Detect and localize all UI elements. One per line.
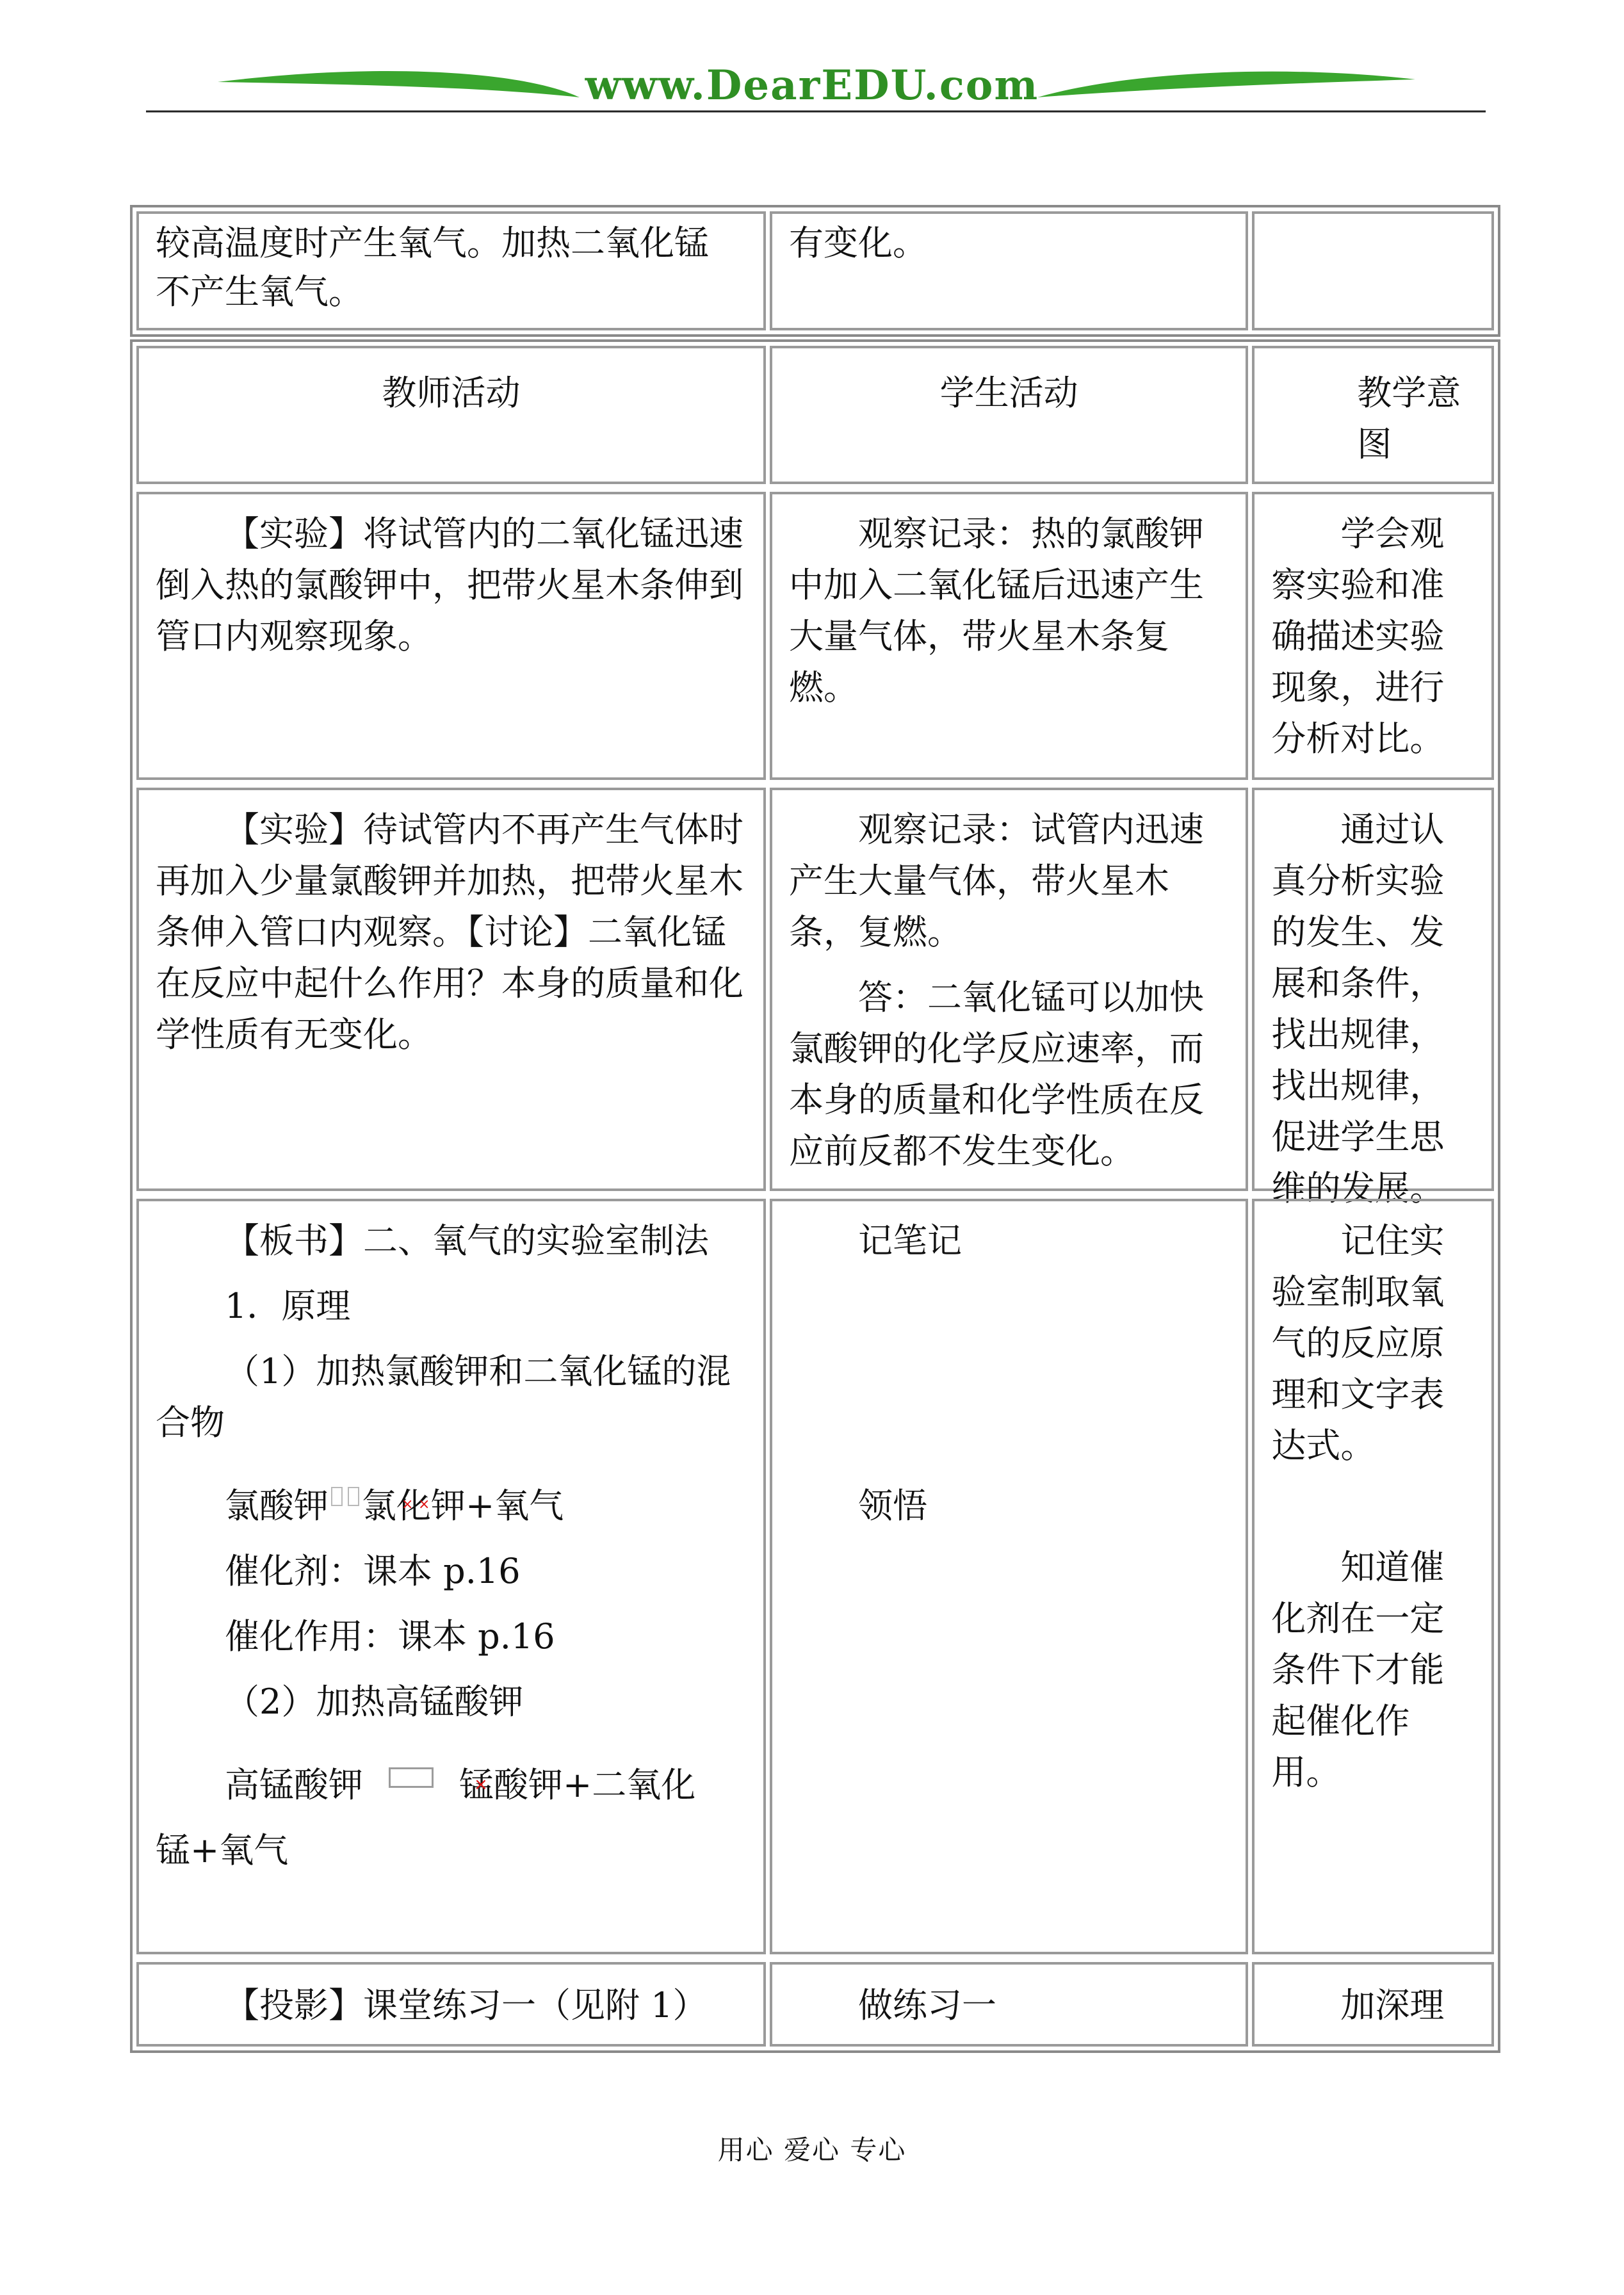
row2-teacher-text: 【实验】待试管内不再产生气体时再加入少量氯酸钾并加热，把带火星木条伸入管口内观察。【讨论】二氧化锰在反应中起什么作用？本身的质量和化学性质有无变化。: [156, 809, 743, 1055]
row3-teacher-line-2: （1）加热氯酸钾和二氧化锰的混合物: [156, 1351, 731, 1443]
row1-intent: [1252, 492, 1494, 780]
row1-intent-text: 学会观察实验和准确描述实验现象，进行分析对比。: [1271, 514, 1445, 759]
row3-intent: [1252, 1199, 1494, 1954]
fragment-text-2: 有变化。: [789, 223, 928, 263]
row4-intent-text: 加深理: [1340, 1985, 1445, 2025]
row4-intent: [1252, 1962, 1494, 2047]
fragment-line-2: 不产生氧气。: [156, 272, 363, 312]
row1-student-text: 观察记录：热的氯酸钾中加入二氧化锰后迅速产生大量气体，带火星木条复燃。: [789, 514, 1205, 708]
row3-intent-text-1: 记住实验室制取氧气的反应原理和文字表达式。: [1271, 1220, 1445, 1466]
row3-student-text-1: 记笔记: [858, 1220, 962, 1261]
row2-student-text-2: 答：二氧化锰可以加快氯酸钾的化学反应速率，而本身的质量和化学性质在反应前反都不发生变化。: [789, 977, 1205, 1171]
row3-equation-2: [156, 1760, 747, 1811]
row3-intent-text-2: 知道催化剂在一定条件下才能起催化作用。: [1271, 1547, 1445, 1792]
row4-student-text: 做练习一: [858, 1985, 997, 2025]
continued-table: [130, 205, 1500, 337]
site-url: www.DearEDU.com: [585, 61, 1039, 109]
fragment-cell-3: [1252, 211, 1494, 330]
eq1-reactant: 氯酸钾: [225, 1486, 329, 1526]
row1-teacher: [136, 492, 766, 780]
fragment-cell-2: [770, 211, 1248, 330]
row3-equation-1: [156, 1480, 747, 1532]
page-footer: 用心 爱心 专心: [717, 2134, 907, 2166]
page-header: [0, 0, 1624, 122]
header-student: [770, 346, 1248, 484]
row4-teacher-text: 【投影】课堂练习一（见附 1）: [225, 1985, 708, 2025]
broken-image-icon: [348, 1487, 359, 1506]
lesson-table: [130, 339, 1500, 2053]
row3-teacher-line-3: 催化剂：课本 p.16: [225, 1551, 521, 1591]
header-student-label: 学生活动: [939, 373, 1078, 413]
row2-student: [770, 788, 1248, 1191]
row3-teacher-line-5: （2）加热高锰酸钾: [225, 1682, 524, 1722]
eq2-reactant: 高锰酸钾: [225, 1765, 363, 1805]
row3-teacher-title: 【板书】二、氧气的实验室制法: [225, 1220, 709, 1261]
row4-teacher: [136, 1962, 766, 2047]
row4-student: [770, 1962, 1248, 2047]
header-intent-line-2: 图: [1357, 424, 1392, 464]
broken-image-icon: [389, 1767, 434, 1788]
fragment-cell-1: [136, 211, 766, 330]
fragment-line-1: 较高温度时产生氧气。加热二氧化锰: [156, 223, 709, 263]
row2-student-text-1: 观察记录：试管内迅速产生大量气体，带火星木条，复燃。: [789, 809, 1205, 952]
row3-teacher-line-1: 1．原理: [225, 1286, 351, 1326]
eq1-product: 氯化钾+氧气: [362, 1486, 564, 1526]
row3-student: [770, 1199, 1248, 1954]
header-teacher-label: 教师活动: [382, 373, 521, 413]
row3-teacher: [136, 1199, 766, 1954]
row3-student-text-2: 领悟: [858, 1486, 928, 1526]
eq2-product: 锰酸钾+二氧化: [459, 1765, 696, 1805]
header-intent-line-1: 教学意: [1357, 373, 1461, 413]
broken-image-icon: [331, 1487, 343, 1506]
header-intent: [1252, 346, 1494, 484]
row2-teacher: [136, 788, 766, 1191]
row2-intent: [1252, 788, 1494, 1208]
row1-teacher-text: 【实验】将试管内的二氧化锰迅速倒入热的氯酸钾中，把带火星木条伸到管口内观察现象。: [156, 514, 743, 656]
row2-intent-text: 通过认真分析实验的发生、发展和条件，找出规律，找出规律，促进学生思维的发展。: [1271, 809, 1445, 1208]
row3-equation-2-cont: 锰+氧气: [156, 1830, 289, 1870]
header-teacher: [136, 346, 766, 484]
row3-teacher-line-4: 催化作用：课本 p.16: [225, 1616, 555, 1657]
row1-student: [770, 492, 1248, 780]
